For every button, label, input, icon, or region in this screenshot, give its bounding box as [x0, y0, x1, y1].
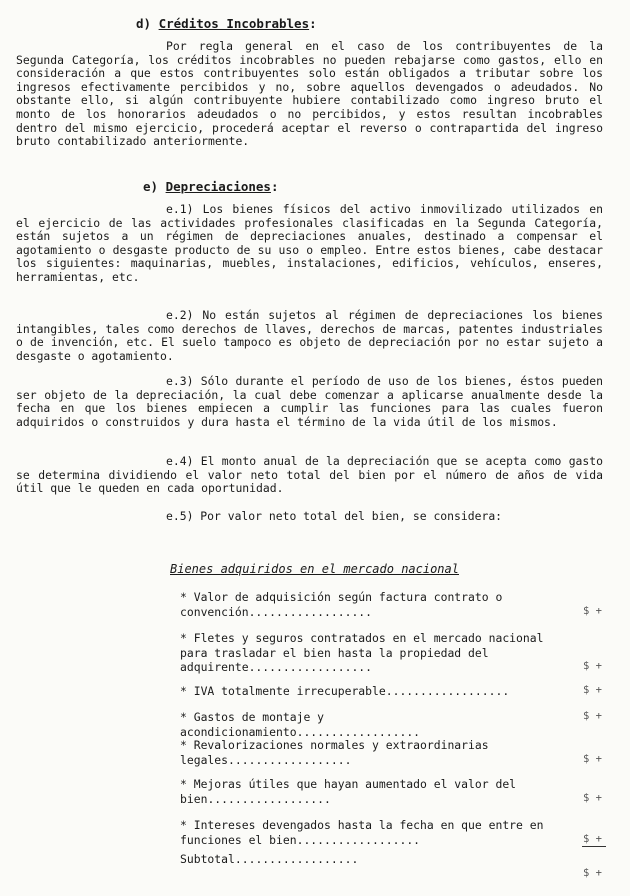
dot-leader: .................. [234, 852, 359, 866]
row-text: * Valor de adquisición según factura contrato o convención [180, 590, 503, 619]
amount-cell: $ + [583, 604, 602, 617]
amount-cell: $ + [583, 866, 602, 879]
section-e-title: Depreciaciones [165, 179, 271, 194]
amount-cell: $ + [583, 660, 602, 672]
table-row [180, 631, 550, 675]
dot-leader: .................. [228, 752, 352, 767]
dot-leader: .................. [296, 724, 421, 739]
table-row [180, 777, 550, 806]
section-d-paragraph: Por regla general en el caso de los contribuyentes de la Segunda Categoría, los créditos incobrables no pueden rebajarse como gastos, ello en consideración a que estos contribuyentes solo están obligados a tributar sobre los ingresos efectivamente percibidos y no, sobre aquellos devengados o adeudados. No obstante ello, si algún contribuyente hubiere contabilizado como ingreso bruto el monto de los honorarios adeudados o no percibidos, y estos resultan incobrables dentro del mismo ejercicio, procederá aceptar el reverso o contrapartida del ingreso bruto contabilizado anteriormente. [16, 39, 603, 149]
paragraph-e3: e.3) Sólo durante el período de uso de los bienes, éstos pueden ser objeto de la depreciación, la cual debe comenzar a aplicarse anualmente desde la fecha en que los bienes empiecen a cumplir las funciones para las cuales fueron adquiridos o construidos y dura hasta el término de la vida útil de los mismos. [16, 374, 603, 429]
paragraph-e5: e.5) Por valor neto total del bien, se considera: [166, 509, 503, 523]
section-d-label: d) [136, 16, 152, 31]
section-e-heading [143, 179, 278, 194]
amount-cell: $ + [583, 791, 602, 804]
section-e-colon: : [270, 179, 279, 194]
paragraph-e4: e.4) El monto anual de la depreciación que se acepta como gasto se determina dividiendo el valor neto total del bien por el número de años de vida útil que le queden en cada oportunidad. [16, 454, 603, 496]
subtotal-row [180, 852, 550, 867]
subtotal-rule [582, 846, 606, 847]
table-row [180, 710, 550, 739]
section-d-colon: : [309, 16, 317, 31]
paragraph-e2: e.2) No están sujetos al régimen de depreciaciones los bienes intangibles, tales como derechos de llaves, derechos de marcas, patentes industriales o de invención, etc. El suelo tampoco es objeto de depreciación por no estar sujeto a desgaste o agotamiento. [16, 308, 603, 363]
dot-leader: .................. [248, 660, 373, 674]
section-d-title: Créditos Incobrables [158, 16, 310, 31]
section-e-label: e) [143, 179, 159, 194]
dot-leader: .................. [385, 684, 510, 698]
amount-cell: $ + [583, 752, 602, 765]
dot-leader: .................. [296, 832, 421, 847]
row-text: * Fletes y seguros contratados en el mercado nacional para trasladar el bien hasta la propiedad del adquirente [180, 631, 544, 674]
dot-leader: .................. [248, 604, 373, 619]
row-text: * Revalorizaciones normales y extraordinarias legales [180, 738, 489, 767]
row-text: Subtotal [180, 852, 235, 866]
table-row [180, 818, 550, 847]
table-row [180, 738, 550, 767]
row-text: * IVA totalmente irrecuperable [180, 684, 386, 698]
row-text: * Gastos de montaje y acondicionamiento [180, 710, 325, 739]
table-title: Bienes adquiridos en el mercado nacional [170, 562, 459, 576]
row-text: * Intereses devengados hasta la fecha en que entre en funciones el bien [180, 818, 544, 847]
row-text: * Mejoras útiles que hayan aumentado el valor del bien [180, 777, 517, 806]
section-d-heading [136, 16, 317, 31]
paragraph-e1: e.1) Los bienes físicos del activo inmovilizado utilizados en el ejercicio de las actividades profesionales clasificadas en la Segunda Categoría, están sujetos a un régimen de depreciaciones anuales, destinado a compensar el agotamiento o desgaste producto de su uso o empleo. Entre estos bienes, cabe destacar los siguientes: maquinarias, muebles, instalaciones, edificios, vehículos, enseres, herramientas, etc. [16, 202, 603, 284]
amount-cell: $ + [583, 710, 602, 722]
table-row [180, 590, 550, 619]
dot-leader: .................. [207, 791, 331, 806]
amount-cell: $ + [583, 684, 602, 696]
table-row [180, 684, 550, 699]
amount-cell: $ + [583, 832, 602, 845]
